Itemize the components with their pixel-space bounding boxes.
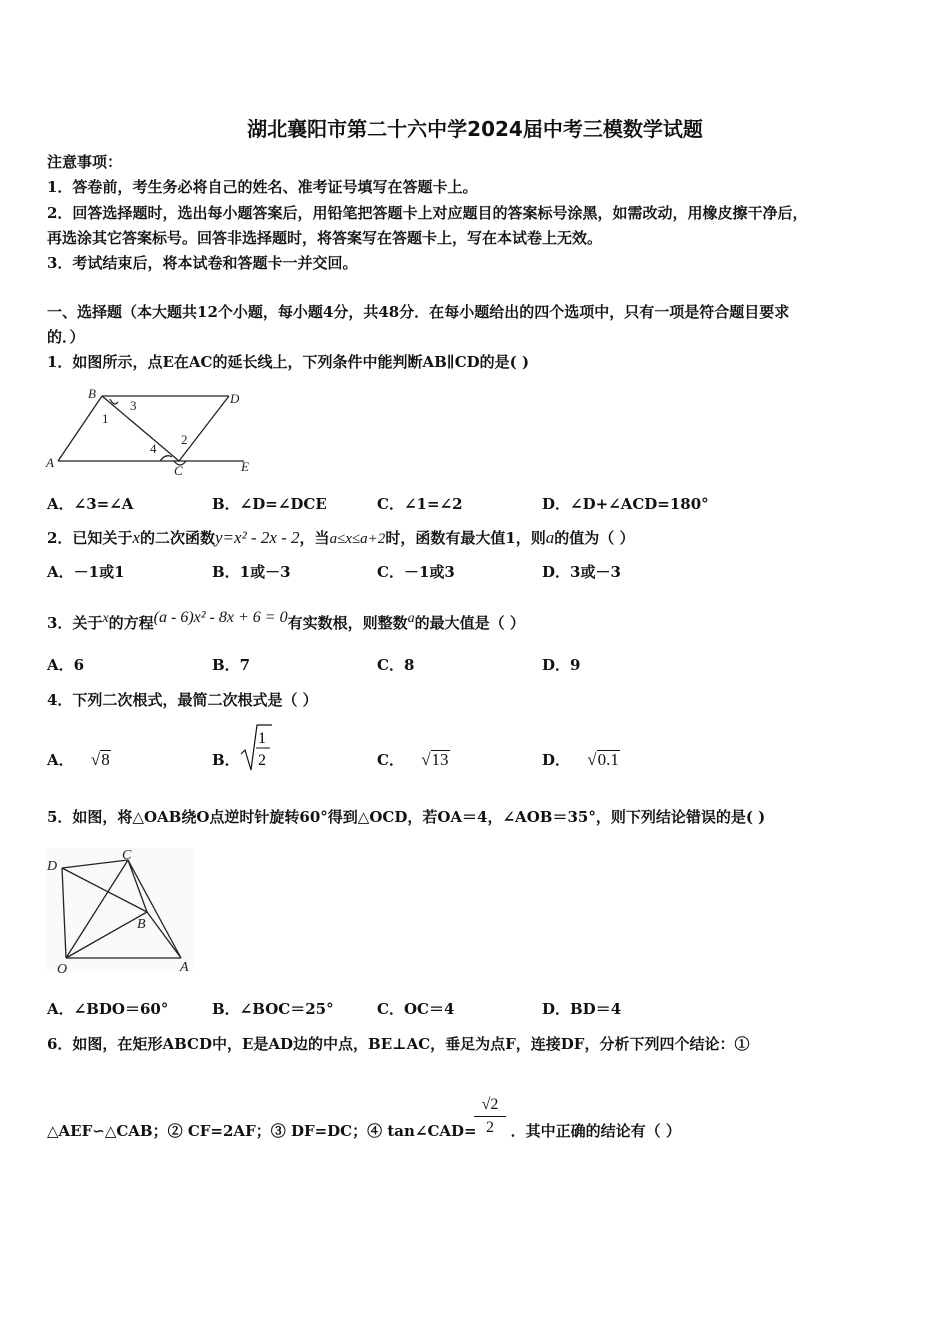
q6-stem-line1: 6．如图，在矩形ABCD中，E是AD边的中点，BE⊥AC，垂足为点F，连接DF，分析下列四个结论：① xyxy=(47,1035,750,1053)
q6-stem-line2: △AEF∽△CAB；② CF=2AF；③ DF=DC；④ tan∠CAD= ．其中正确的结论有（ ） xyxy=(47,1122,681,1140)
q3-option-b: B．7 xyxy=(212,656,251,674)
q2-option-b: B．1或－3 xyxy=(212,563,291,581)
q5-label-a: A xyxy=(180,960,189,975)
q4-option-a: A． √8 xyxy=(47,750,110,769)
q2-option-c: C．－1或3 xyxy=(377,563,455,581)
q1-label-d: D xyxy=(230,391,240,406)
q1-figure xyxy=(44,385,264,480)
q1-option-b: B．∠D=∠DCE xyxy=(212,495,327,513)
q5-figure xyxy=(44,846,196,976)
q2-option-a: A．－1或1 xyxy=(47,563,125,581)
q1-stem: 1．如图所示，点E在AC的延长线上，下列条件中能判断AB∥CD的是( ) xyxy=(47,353,530,371)
q6-fraction-numerator: √2 xyxy=(481,1096,499,1113)
q2-option-d: D．3或－3 xyxy=(542,563,621,581)
q5-option-b: B．∠BOC＝25° xyxy=(212,1000,334,1018)
q6-fraction-denominator: 2 xyxy=(486,1119,494,1136)
q1-option-c: C．∠1=∠2 xyxy=(377,495,463,513)
q1-label-c: C xyxy=(174,463,183,478)
section-heading-cont: 的．） xyxy=(47,328,85,346)
q4-stem: 4．下列二次根式，最简二次根式是（ ） xyxy=(47,691,318,709)
q4-b-numerator: 1 xyxy=(258,730,266,747)
q1-option-d: D．∠D+∠ACD=180° xyxy=(542,495,709,513)
q1-option-a: A．∠3=∠A xyxy=(47,495,134,513)
section-heading: 一、选择题（本大题共12个小题，每小题4分，共48分．在每小题给出的四个选项中，只有一项是符合题目要求 xyxy=(47,303,790,321)
notice-item-1: 1．答卷前，考生务必将自己的姓名、准考证号填写在答题卡上。 xyxy=(47,178,478,196)
q5-stem: 5．如图，将△OAB绕O点逆时针旋转60°得到△OCD，若OA＝4，∠AOB＝35°，则下列结论错误的是( ) xyxy=(47,808,766,826)
q5-label-o: O xyxy=(57,962,68,976)
q1-angle-1: 1 xyxy=(102,411,109,426)
q3-option-a: A．6 xyxy=(47,656,85,674)
notice-item-2: 2．回答选择题时，选出每小题答案后，用铅笔把答题卡上对应题目的答案标号涂黑，如需改动，用橡皮擦干净后， xyxy=(47,204,808,222)
notice-item-3: 3．考试结束后，将本试卷和答题卡一并交回。 xyxy=(47,254,358,272)
q6-fraction xyxy=(474,1096,506,1137)
q5-label-d: D xyxy=(47,859,58,874)
q5-option-c: C．OC＝4 xyxy=(377,1000,455,1018)
q1-angle-3: 3 xyxy=(130,398,137,413)
q1-label-a: A xyxy=(46,455,54,470)
q1-label-b: B xyxy=(88,386,96,401)
q2-stem: 2．已知关于x的二次函数y=x² - 2x - 2，当a≤x≤a+2时，函数有最大值1，则a的值为（ ） xyxy=(47,528,635,547)
q5-label-c: C xyxy=(122,848,132,863)
q5-option-d: D．BD＝4 xyxy=(542,1000,622,1018)
q4-b-denominator: 2 xyxy=(258,752,266,769)
q4-option-d: D． √0.1 xyxy=(542,750,619,769)
q4-option-b-radical xyxy=(238,722,274,774)
q3-option-d: D．9 xyxy=(542,656,581,674)
q4-option-c: C． √13 xyxy=(377,750,449,769)
notice-heading: 注意事项： xyxy=(47,153,123,171)
notice-item-2-cont: 再选涂其它答案标号。回答非选择题时，将答案写在答题卡上，写在本试卷上无效。 xyxy=(47,229,603,247)
q1-angle-2: 2 xyxy=(181,432,188,447)
q5-option-a: A．∠BDO＝60° xyxy=(47,1000,169,1018)
q5-label-b: B xyxy=(137,917,146,932)
page-title: 湖北襄阳市第二十六中学2024届中考三模数学试题 xyxy=(247,117,703,141)
q1-label-e: E xyxy=(241,459,249,474)
q3-stem: 3．关于x的方程(a - 6)x² - 8x + 6 = 0有实数根，则整数a的最大值是（ ） xyxy=(47,609,525,632)
q3-option-c: C．8 xyxy=(377,656,415,674)
q1-angle-4: 4 xyxy=(150,441,157,456)
q4-option-b: B． xyxy=(212,751,240,769)
